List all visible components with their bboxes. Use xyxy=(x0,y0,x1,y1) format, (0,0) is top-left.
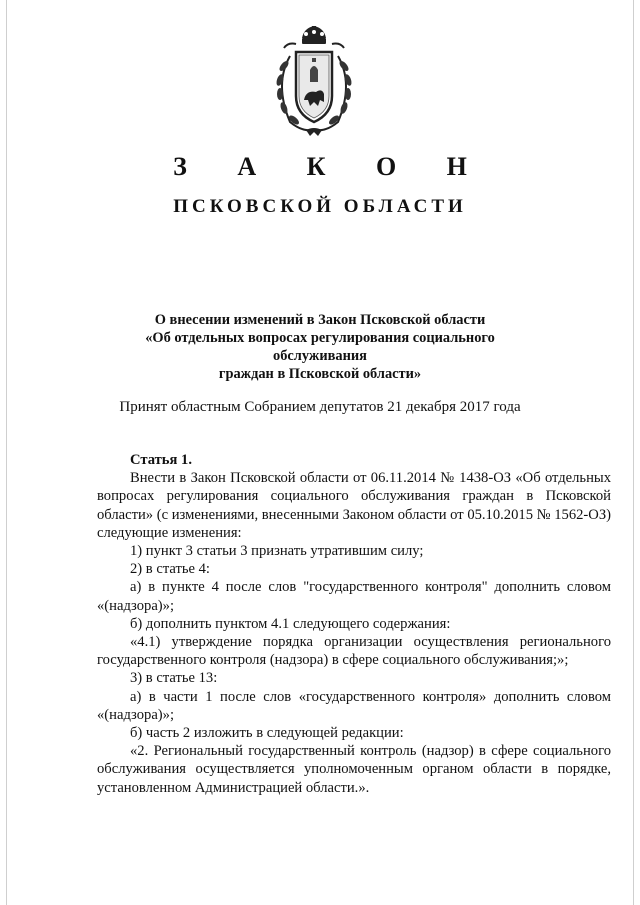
document-subject xyxy=(100,311,540,383)
paragraph: «2. Региональный государственный контроль (надзор) в сфере социального обслуживания осуществляется уполномоченным органом области в порядке, установленном Администрацией области.». xyxy=(97,743,611,796)
subject-line: О внесении изменений в Закон Псковской области xyxy=(154,312,486,328)
adoption-note: Принят областным Собранием депутатов 21 декабря 2017 года xyxy=(119,399,521,415)
paragraph: 3) в статье 13: xyxy=(130,670,218,687)
paragraph: б) дополнить пунктом 4.1 следующего содержания: xyxy=(130,615,451,632)
document-title: З А К О Н xyxy=(173,152,489,181)
document-region: ПСКОВСКОЙ ОБЛАСТИ xyxy=(173,196,467,217)
paragraph: Внести в Закон Псковской области от 06.11.2014 № 1438-ОЗ «Об отдельных вопросах регулирования социального обслуживания граждан в Псковской области» (с изменениями, внесенными Законом области от 05.10.2015 № 1562-ОЗ) следующие изменения: xyxy=(97,470,611,541)
subject-line: «Об отдельных вопросах регулирования социального обслуживания xyxy=(145,330,495,364)
subject-line: граждан в Псковской области» xyxy=(218,366,422,382)
article-heading: Статья 1. xyxy=(130,452,192,468)
paragraph: а) в пункте 4 после слов "государственного контроля" дополнить словом «(надзора)»; xyxy=(97,579,611,614)
paragraph: б) часть 2 изложить в следующей редакции: xyxy=(130,725,404,742)
document-body xyxy=(97,451,611,797)
paragraph: «4.1) утверждение порядка организации осуществления регионального государственного контроля (надзора) в сфере социального обслуживания;»; xyxy=(97,634,611,669)
coat-of-arms-icon xyxy=(266,26,362,138)
scan-edge-left xyxy=(6,0,7,905)
paragraph: 2) в статье 4: xyxy=(130,561,210,578)
paragraph: 1) пункт 3 статьи 3 признать утратившим силу; xyxy=(130,543,424,560)
scan-edge-right xyxy=(633,0,634,905)
paragraph: а) в части 1 после слов «государственного контроля» дополнить словом «(надзора)»; xyxy=(97,688,611,723)
